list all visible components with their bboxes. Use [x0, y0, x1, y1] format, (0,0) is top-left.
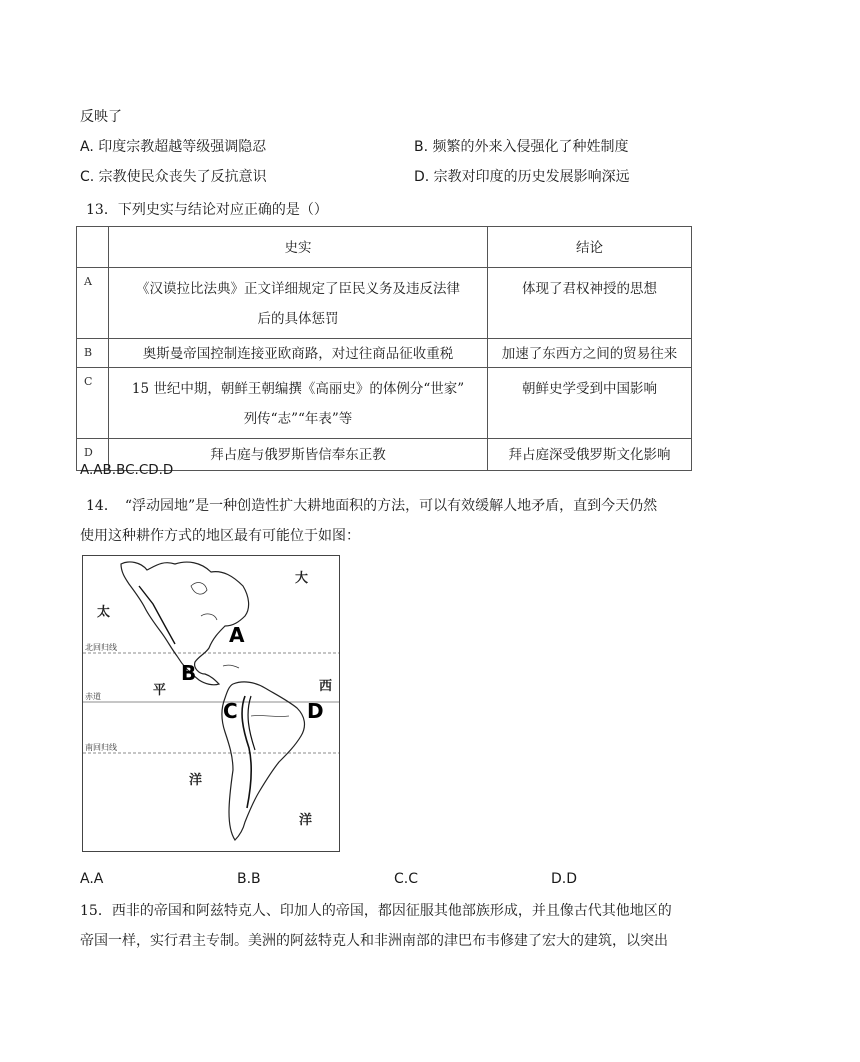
fact-line: 15 世纪中期，朝鲜王朝编撰《高丽史》的体例分“世家”	[131, 381, 465, 397]
ocean-label-ping: 平	[153, 683, 167, 698]
q15-stem-line2: 帝国一样，实行君主专制。美洲的阿兹特克人和非洲南部的津巴布韦修建了宏大的建筑，以突出	[80, 933, 668, 949]
row-fact	[109, 368, 488, 439]
tropic-capricorn-label: 南回归线	[85, 743, 117, 752]
table-header-row	[77, 227, 692, 268]
row-conclusion: 拜占庭深受俄罗斯文化影响	[488, 439, 692, 471]
andes-mountains-inner	[248, 696, 255, 750]
row-fact	[109, 339, 488, 368]
table-row	[77, 368, 692, 439]
fact-line: 《汉谟拉比法典》正文详细规定了臣民义务及违反法律	[136, 281, 460, 297]
q13-answer-options: A.AB.BC.CD.D	[80, 462, 174, 478]
ocean-label-yang-atlantic: 洋	[299, 813, 313, 828]
q12-continuation: 反映了	[80, 109, 122, 125]
table-row	[77, 339, 692, 368]
fact-line: 后的具体惩罚	[257, 311, 339, 327]
row-label: B	[77, 339, 109, 368]
q14-option-c: C.C	[394, 871, 419, 887]
header-fact: 史实	[109, 227, 488, 268]
q14-stem-line2: 使用这种耕作方式的地区最有可能位于如图：	[80, 528, 360, 544]
ocean-label-xi: 西	[319, 679, 333, 694]
marker-d: D	[307, 699, 324, 723]
marker-b: B	[181, 661, 197, 685]
ocean-label-da: 大	[295, 571, 309, 586]
q15-stem-line1: 15．西非的帝国和阿兹特克人、印加人的帝国，都因征服其他部族形成，并且像古代其他地区的	[80, 903, 672, 919]
hudson-bay	[191, 583, 207, 595]
q12-option-d: D. 宗教对印度的历史发展影响深远	[414, 169, 630, 185]
americas-map	[82, 555, 340, 852]
ocean-label-yang-pacific: 洋	[189, 773, 203, 788]
marker-c: C	[223, 699, 238, 723]
fact-line: 奥斯曼帝国控制连接亚欧商路，对过往商品征收重税	[142, 346, 454, 362]
table-row	[77, 268, 692, 339]
q13-table	[76, 226, 692, 471]
fact-line: 拜占庭与俄罗斯皆信奉东正教	[210, 447, 386, 463]
q14-stem-line1: 14． “浮动园地”是一种创造性扩大耕地面积的方法，可以有效缓解人地矛盾，直到今天仍然	[86, 498, 658, 514]
header-conclusion: 结论	[488, 227, 692, 268]
andes-mountains	[242, 696, 251, 808]
q14-option-d: D.D	[551, 871, 578, 887]
row-conclusion: 体现了君权神授的思想	[488, 268, 692, 339]
q14-option-a: A.A	[80, 871, 104, 887]
amazon-river	[251, 715, 289, 716]
great-lakes	[201, 614, 217, 620]
ocean-label-tai: 太	[97, 605, 111, 620]
fact-line: 列传“志”“年表”等	[243, 411, 353, 427]
q13-stem: 13．下列史实与结论对应正确的是（）	[86, 202, 328, 218]
equator-label: 赤道	[85, 692, 101, 701]
tropic-cancer-label: 北回归线	[85, 643, 117, 652]
q12-option-a: A. 印度宗教超越等级强调隐忍	[80, 139, 267, 155]
map-svg	[83, 556, 339, 851]
q12-option-c: C. 宗教使民众丧失了反抗意识	[80, 169, 267, 185]
row-label: A	[77, 268, 109, 339]
q14-option-b: B.B	[237, 871, 261, 887]
caribbean-islands	[223, 665, 239, 668]
row-conclusion: 朝鲜史学受到中国影响	[488, 368, 692, 439]
marker-a: A	[229, 623, 245, 647]
table-corner	[77, 227, 109, 268]
row-label: C	[77, 368, 109, 439]
row-label: D	[77, 439, 109, 471]
q12-option-b: B. 频繁的外来入侵强化了种姓制度	[414, 139, 629, 155]
row-conclusion: 加速了东西方之间的贸易往来	[488, 339, 692, 368]
rocky-mountains	[139, 586, 175, 644]
row-fact	[109, 268, 488, 339]
